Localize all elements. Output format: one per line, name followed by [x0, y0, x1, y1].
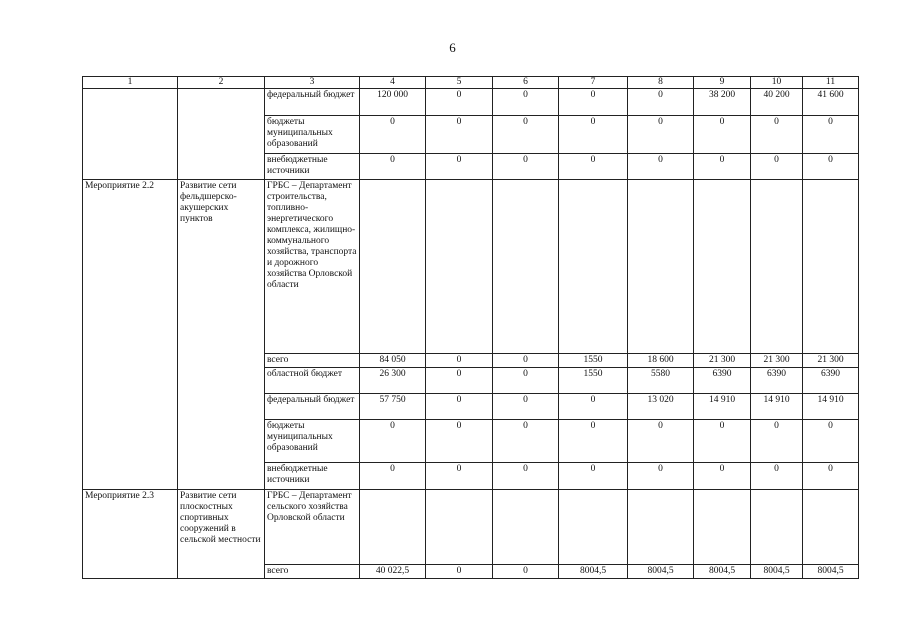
value-cell: 40 022,5 [360, 565, 426, 579]
value-cell: 8004,5 [628, 565, 694, 579]
value-cell: 1550 [559, 368, 628, 394]
value-cell: 0 [628, 463, 694, 490]
value-cell: 26 300 [360, 368, 426, 394]
value-cell: 0 [751, 116, 803, 154]
empty-cell [628, 490, 694, 565]
value-cell: 0 [559, 394, 628, 420]
measure-name: Развитие сети плоскостных спортивных сооружений в сельской местности [178, 490, 265, 579]
value-cell: 40 200 [751, 89, 803, 116]
column-header: 10 [751, 77, 803, 89]
value-cell: 18 600 [628, 354, 694, 368]
empty-cell [493, 490, 559, 565]
table-row [83, 180, 859, 354]
value-cell: 6390 [751, 368, 803, 394]
value-cell: 14 910 [803, 394, 859, 420]
value-cell: 1550 [559, 354, 628, 368]
value-cell: 0 [803, 463, 859, 490]
value-cell: 120 000 [360, 89, 426, 116]
empty-cell [360, 180, 426, 354]
budget-table [82, 76, 859, 579]
value-cell: 0 [493, 394, 559, 420]
measure-name: Развитие сети фельдшерско-акушерских пунктов [178, 180, 265, 490]
column-header: 1 [83, 77, 178, 89]
value-cell: 0 [426, 463, 493, 490]
value-cell: 21 300 [694, 354, 751, 368]
source-label: федеральный бюджет [265, 394, 360, 420]
name-cell-empty [178, 89, 265, 180]
value-cell: 0 [493, 565, 559, 579]
value-cell: 0 [559, 154, 628, 180]
value-cell: 8004,5 [803, 565, 859, 579]
value-cell: 0 [493, 368, 559, 394]
value-cell: 0 [803, 116, 859, 154]
empty-cell [803, 490, 859, 565]
value-cell: 0 [426, 89, 493, 116]
source-label: областной бюджет [265, 368, 360, 394]
empty-cell [426, 490, 493, 565]
value-cell: 8004,5 [694, 565, 751, 579]
source-label: внебюджетные источники [265, 463, 360, 490]
column-header: 5 [426, 77, 493, 89]
value-cell: 0 [426, 354, 493, 368]
value-cell: 0 [751, 463, 803, 490]
measure-label: Мероприятие 2.3 [83, 490, 178, 579]
empty-cell [751, 490, 803, 565]
value-cell: 0 [559, 463, 628, 490]
value-cell: 0 [493, 463, 559, 490]
source-label: бюджеты муниципальных образований [265, 116, 360, 154]
value-cell: 13 020 [628, 394, 694, 420]
value-cell: 38 200 [694, 89, 751, 116]
value-cell: 0 [360, 420, 426, 463]
table-header-row [83, 77, 859, 89]
empty-cell [628, 180, 694, 354]
value-cell: 0 [426, 565, 493, 579]
empty-cell [360, 490, 426, 565]
column-header: 3 [265, 77, 360, 89]
column-header: 6 [493, 77, 559, 89]
measure-cell-empty [83, 89, 178, 180]
value-cell: 0 [803, 420, 859, 463]
value-cell: 0 [628, 154, 694, 180]
value-cell: 0 [360, 463, 426, 490]
value-cell: 21 300 [751, 354, 803, 368]
value-cell: 0 [493, 354, 559, 368]
empty-cell [493, 180, 559, 354]
source-label: всего [265, 565, 360, 579]
column-header: 8 [628, 77, 694, 89]
column-header: 2 [178, 77, 265, 89]
source-label: федеральный бюджет [265, 89, 360, 116]
empty-cell [751, 180, 803, 354]
value-cell: 0 [559, 89, 628, 116]
column-header: 11 [803, 77, 859, 89]
column-header: 7 [559, 77, 628, 89]
empty-cell [559, 180, 628, 354]
value-cell: 0 [426, 154, 493, 180]
value-cell: 5580 [628, 368, 694, 394]
value-cell: 57 750 [360, 394, 426, 420]
value-cell: 6390 [694, 368, 751, 394]
empty-cell [559, 490, 628, 565]
value-cell: 0 [360, 154, 426, 180]
grbs-label: ГРБС – Департамент сельского хозяйства Орловской области [265, 490, 360, 565]
value-cell: 0 [493, 154, 559, 180]
value-cell: 0 [694, 463, 751, 490]
value-cell: 8004,5 [751, 565, 803, 579]
value-cell: 0 [559, 116, 628, 154]
value-cell: 6390 [803, 368, 859, 394]
page-number: 6 [449, 40, 456, 55]
value-cell: 0 [559, 420, 628, 463]
empty-cell [694, 180, 751, 354]
value-cell: 0 [751, 420, 803, 463]
source-label: бюджеты муниципальных образований [265, 420, 360, 463]
value-cell: 84 050 [360, 354, 426, 368]
measure-label: Мероприятие 2.2 [83, 180, 178, 490]
value-cell: 0 [426, 116, 493, 154]
value-cell: 0 [493, 116, 559, 154]
value-cell: 0 [628, 420, 694, 463]
empty-cell [694, 490, 751, 565]
value-cell: 0 [751, 154, 803, 180]
value-cell: 0 [628, 116, 694, 154]
value-cell: 0 [628, 89, 694, 116]
value-cell: 0 [360, 116, 426, 154]
value-cell: 21 300 [803, 354, 859, 368]
value-cell: 14 910 [694, 394, 751, 420]
column-header: 9 [694, 77, 751, 89]
value-cell: 0 [426, 394, 493, 420]
value-cell: 0 [493, 420, 559, 463]
table-row [83, 490, 859, 565]
value-cell: 0 [694, 154, 751, 180]
source-label: внебюджетные источники [265, 154, 360, 180]
value-cell: 8004,5 [559, 565, 628, 579]
value-cell: 0 [493, 89, 559, 116]
value-cell: 0 [694, 420, 751, 463]
column-header: 4 [360, 77, 426, 89]
table-row [83, 89, 859, 116]
value-cell: 14 910 [751, 394, 803, 420]
grbs-label: ГРБС – Департамент строительства, топливно-энергетического комплекса, жилищно-коммунального хозяйства, транспорта и дорожного хозяйства Орловской области [265, 180, 360, 354]
value-cell: 0 [803, 154, 859, 180]
empty-cell [803, 180, 859, 354]
value-cell: 0 [426, 420, 493, 463]
value-cell: 0 [426, 368, 493, 394]
source-label: всего [265, 354, 360, 368]
empty-cell [426, 180, 493, 354]
value-cell: 0 [694, 116, 751, 154]
value-cell: 41 600 [803, 89, 859, 116]
